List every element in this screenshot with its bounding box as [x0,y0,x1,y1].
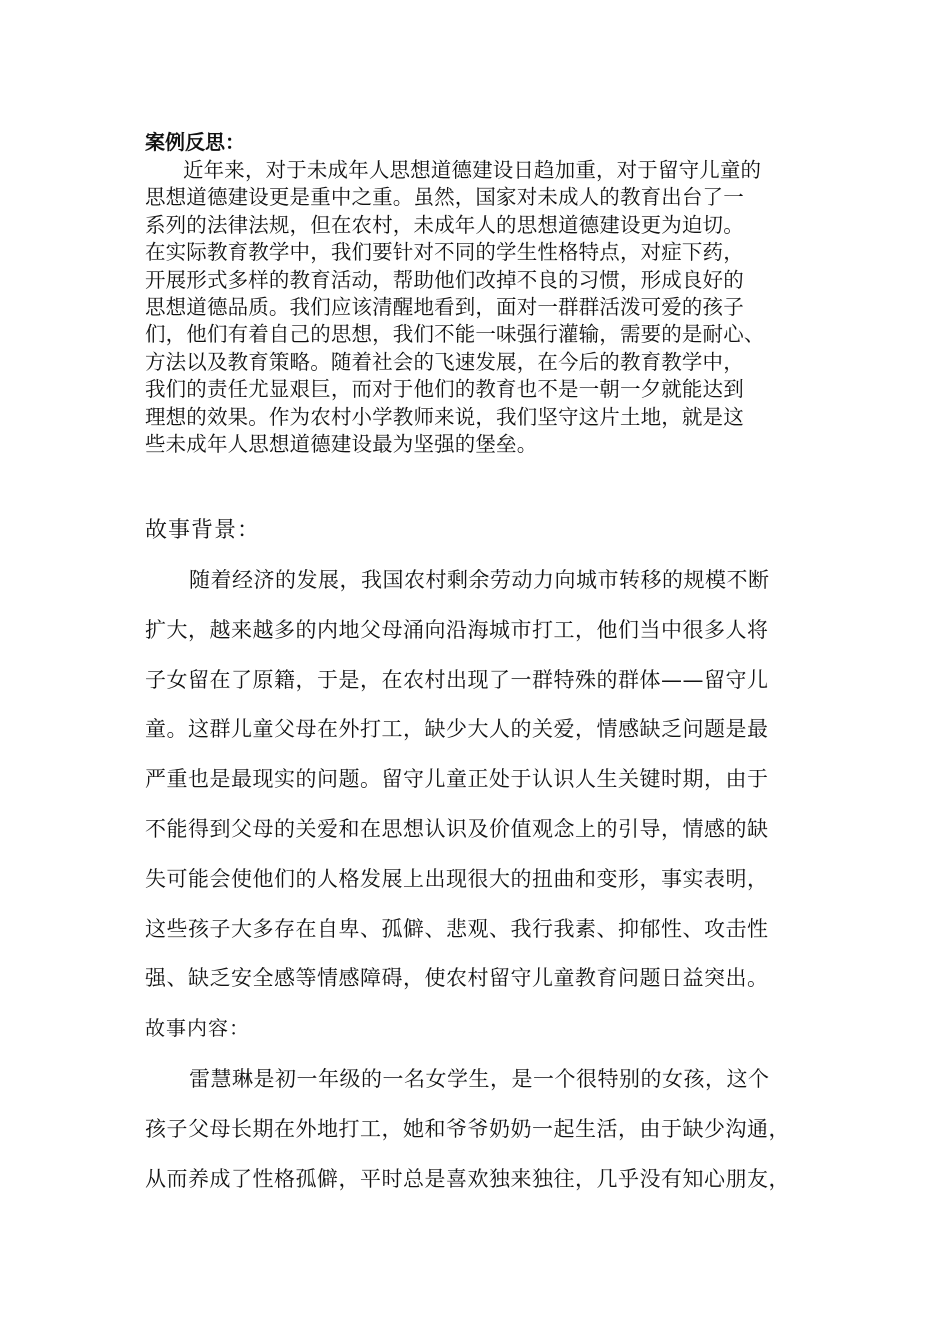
paragraph-line: 些未成年人思想道德建设最为坚强的堡垒。 [145,431,538,456]
content-body [145,1055,825,1204]
paragraph-line: 强、缺乏安全感等情感障碍，使农村留守儿童教育问题日益突出。 [145,966,769,991]
paragraph-line: 扩大，越来越多的内地父母涌向沿海城市打工，他们当中很多人将 [145,617,769,642]
paragraph-line: 严重也是最现实的问题。留守儿童正处于认识人生关键时期，由于 [145,767,769,792]
paragraph-line: 随着经济的发展，我国农村剩余劳动力向城市转移的规模不断 [189,568,770,592]
paragraph-line: 开展形式多样的教育活动，帮助他们改掉不良的习惯，形成良好的 [145,267,744,292]
content-section [145,1013,825,1043]
reflection-section [145,127,815,458]
paragraph-line: 近年来，对于未成年人思想道德建设日趋加重，对于留守儿童的 [183,158,762,182]
paragraph-line: 雷慧琳是初一年级的一名女学生，是一个很特别的女孩，这个 [189,1067,770,1091]
paragraph-line: 们，他们有着自己的思想，我们不能一味强行灌输，需要的是耐心、 [145,322,765,347]
paragraph-line: 在实际教育教学中，我们要针对不同的学生性格特点，对症下药， [145,240,744,265]
background-body [145,556,825,1004]
paragraph-line: 思想道德建设更是重中之重。虽然，国家对未成人的教育出台了一 [145,185,744,210]
paragraph-line: 方法以及教育策略。随着社会的飞速发展，在今后的教育教学中， [145,349,744,374]
paragraph-line: 我们的责任尤显艰巨，而对于他们的教育也不是一朝一夕就能达到 [145,377,744,402]
paragraph-line: 思想道德品质。我们应该清醒地看到，面对一群群活泼可爱的孩子 [145,294,744,319]
paragraph-line: 从而养成了性格孤僻，平时总是喜欢独来独往，几乎没有知心朋友， [145,1166,790,1191]
background-title: 故事背景： [145,518,261,543]
paragraph-line: 系列的法律法规，但在农村，未成年人的思想道德建设更为迫切。 [145,212,744,237]
content-title: 故事内容： [145,1016,250,1040]
paragraph-line: 孩子父母长期在外地打工，她和爷爷奶奶一起生活，由于缺少沟通， [145,1116,790,1141]
paragraph-line: 童。这群儿童父母在外打工，缺少大人的关爱，情感缺乏问题是最 [145,717,769,742]
paragraph-line: 这些孩子大多存在自卑、孤僻、悲观、我行我素、抑郁性、攻击性 [145,916,769,941]
reflection-title: 案例反思： [145,130,245,154]
paragraph-line: 失可能会使他们的人格发展上出现很大的扭曲和变形，事实表明， [145,866,769,891]
paragraph-line: 子女留在了原籍，于是，在农村出现了一群特殊的群体——留守儿 [145,667,769,692]
paragraph-line: 不能得到父母的关爱和在思想认识及价值观念上的引导，情感的缺 [145,816,769,841]
background-section [145,516,825,546]
paragraph-line: 理想的效果。作为农村小学教师来说，我们坚守这片土地，就是这 [145,404,744,429]
